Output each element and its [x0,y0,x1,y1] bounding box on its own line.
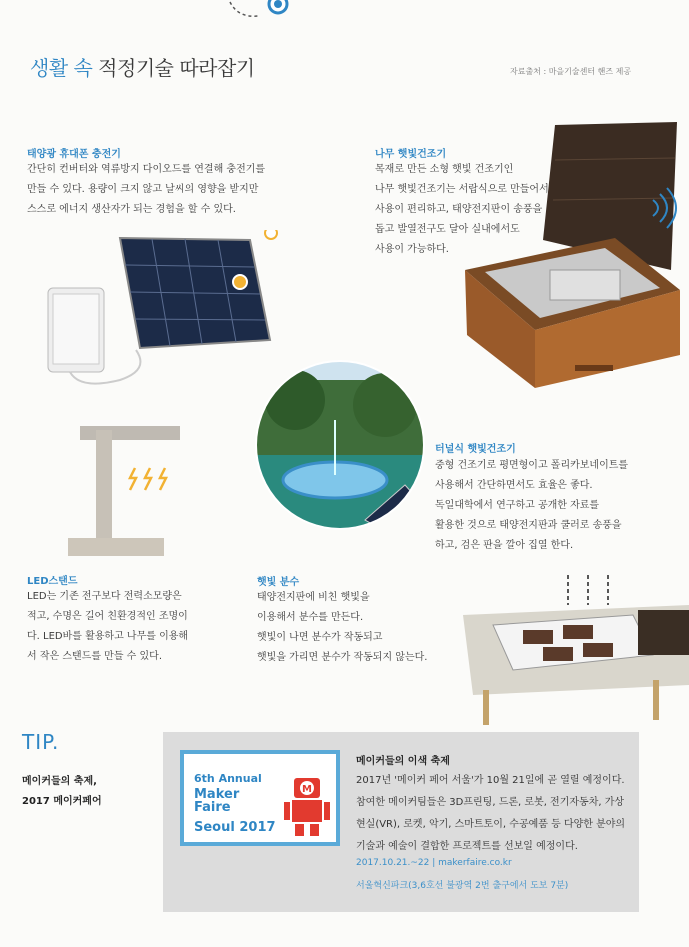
source-credit: 자료출처 : 마을기술센터 핸즈 제공 [510,67,632,76]
led-stand-text: LED는 기존 전구보다 전력소모량은 적고, 수명은 길어 친환경적인 조명이 다. LED바를 활용하고 나무를 이용해 서 작은 스탠드를 만들 수 있다. [27,591,189,662]
tip-label: TIP. [22,730,60,754]
tip-subtitle: 메이커들의 축제, 2017 메이커페어 [22,776,102,807]
tip-date-site: 2017.10.21.~22 | makerfaire.co.kr [356,858,512,868]
wood-dryer-photo [455,120,685,410]
solar-charger-photo [40,230,280,390]
tunnel-dryer-photo [463,575,689,725]
page-title-highlight: 생활 속 [30,56,93,80]
fountain-photo [255,360,425,530]
tunnel-dryer-text: 중형 건조기로 평면형이고 폴리카보네이트를 사용해서 간단하면서도 효율은 좋다. 독일대학에서 연구하고 공개한 자료를 활용한 것으로 태양전지판과 쿨러로 송풍을 하고, 검은 판을 깔아 집열 한다. [435,460,629,551]
badge-annual: 6th Annual [194,772,262,785]
robot-icon [282,772,332,838]
tip-place: 서울혁신파크(3,6호선 불광역 2번 출구에서 도보 7분) [356,881,569,891]
page-title-rest: 적정기술 따라잡기 [92,56,255,80]
tip-heading: 메이커들의 이색 축제 [356,756,450,767]
badge-seoul: Seoul 2017 [194,820,276,835]
badge-maker-faire: Maker Faire [194,787,240,815]
decorative-icon [228,0,298,18]
solar-charger-text: 간단히 컨버터와 역류방지 다이오드를 연결해 충전기를 만들 수 있다. 용량이 크지 않고 날씨의 영향을 받지만 스스로 에너지 생산자가 되는 경험을 할 수 있다. [27,164,266,215]
wood-dryer-heading: 나무 햇빛건조기 [375,149,447,160]
led-stand-photo [60,420,180,560]
solar-charger-heading: 태양광 휴대폰 충전기 [27,149,121,160]
wood-dryer-text: 목재로 만든 소형 햇빛 건조기인 나무 햇빛건조기는 서랍식으로 만들어서 사용이 편리하고, 태양전지판이 송풍을 돕고 발열전구도 달아 실내에서도 사용이 가능하다. [375,164,549,255]
page-title [30,52,255,81]
led-stand-heading: LED스탠드 [27,576,78,587]
svg-text:M: M [302,784,312,795]
fountain-text: 태양전지판에 비친 햇빛을 이용해서 분수를 만든다. 햇빛이 나면 분수가 작동되고 햇빛을 가리면 분수가 작동되지 않는다. [257,592,428,663]
fountain-heading: 햇빛 분수 [257,577,300,588]
tip-body: 2017년 '메이커 페어 서울'가 10월 21일에 곧 열릴 예정이다. 참여한 메이커팀들은 3D프린팅, 드론, 로봇, 전기자동차, 가상 현실(VR), 로켓, 악기, 스마트토이, 수공예품 등 다양한 분야의 기술과 예술이 결합한 프로젝트를 선보일 예정이다. [356,775,626,852]
maker-faire-logo [180,750,340,846]
tunnel-dryer-heading: 터널식 햇빛건조기 [435,444,516,455]
